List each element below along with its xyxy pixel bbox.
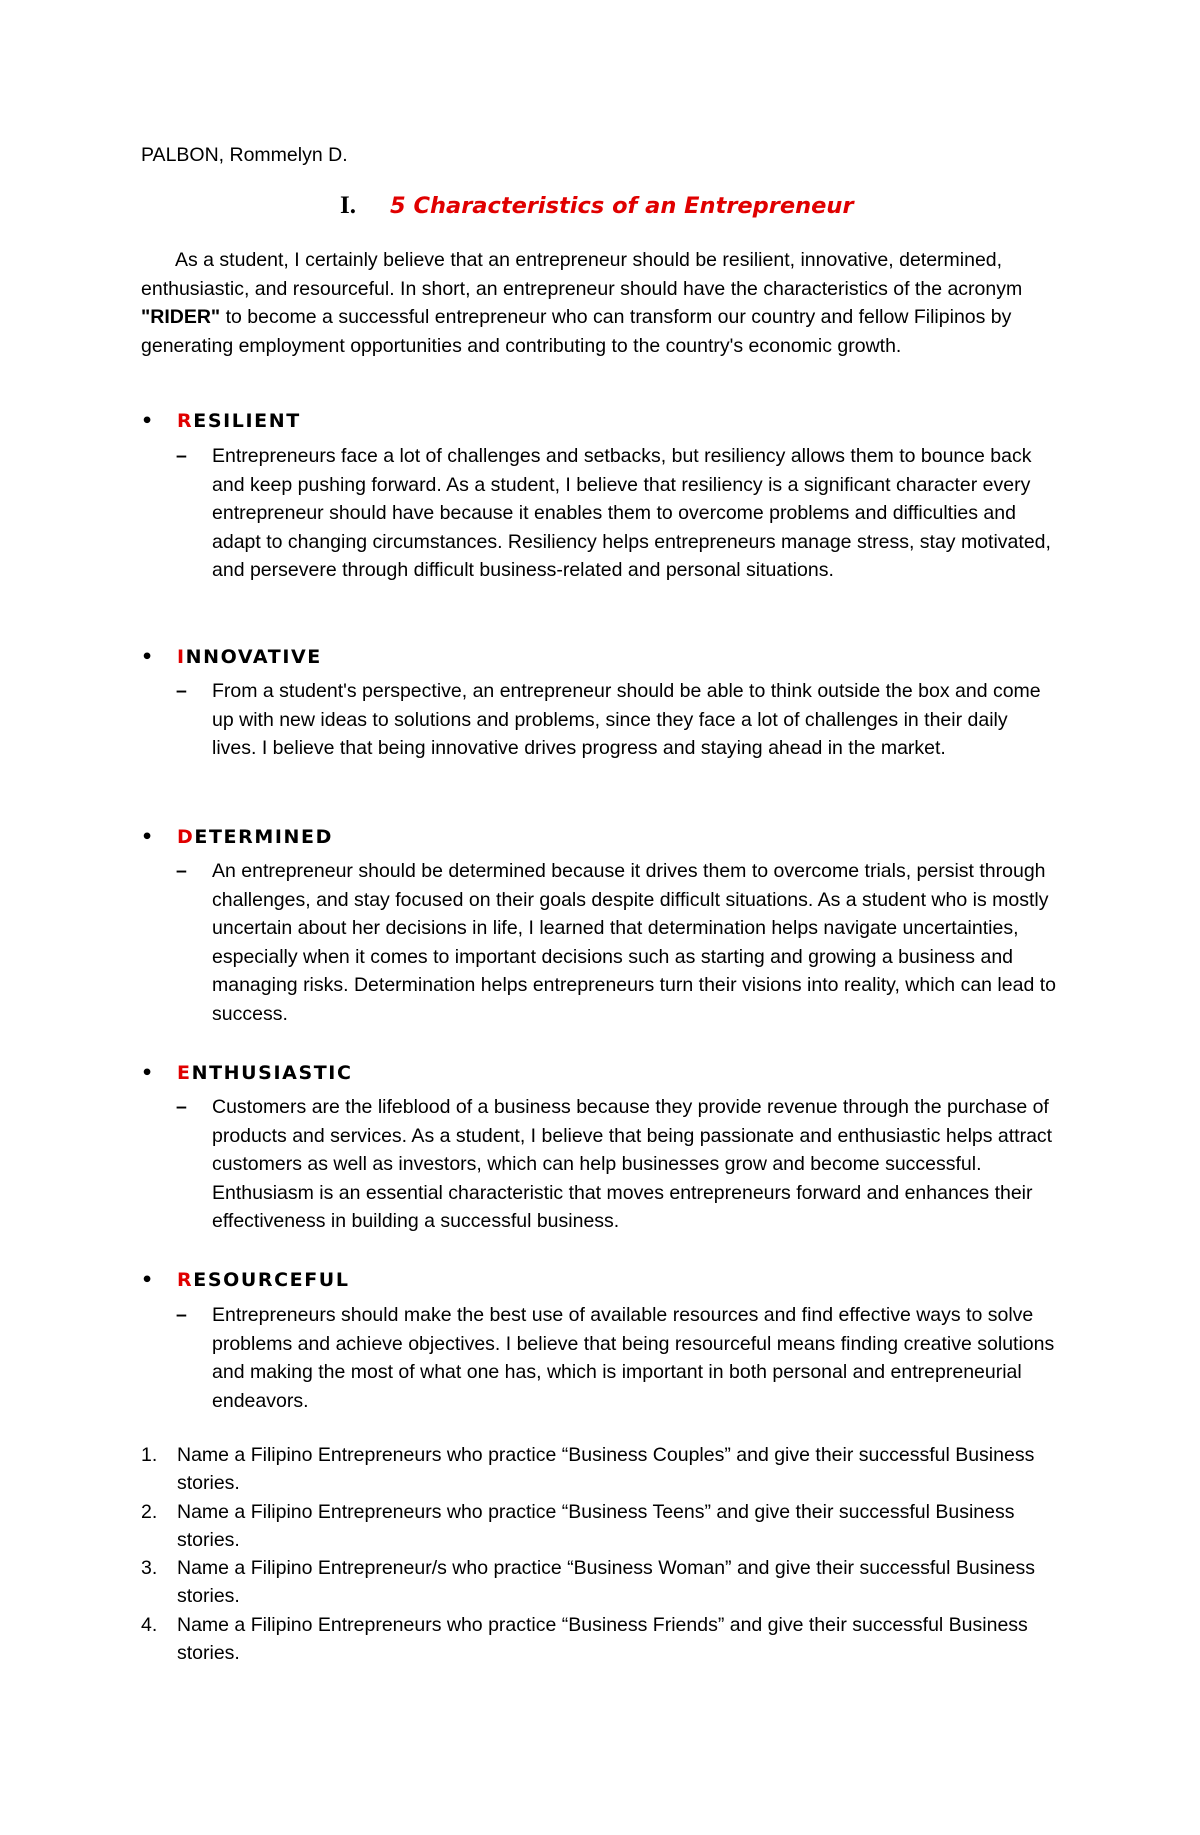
dash-icon: –: [176, 680, 187, 702]
trait-initial: I: [177, 646, 186, 668]
trait-description-resourceful: [176, 1301, 1056, 1415]
question-text: Name a Filipino Entrepreneurs who practice “Business Friends” and give their successful Business stories.: [177, 1613, 1028, 1665]
trait-description-determined: [176, 857, 1056, 1029]
question-item: [141, 1554, 1041, 1611]
trait-name-rest: ETERMINED: [194, 826, 333, 848]
section-heading: [340, 190, 854, 221]
trait-heading-determined: [141, 824, 333, 850]
trait-text: An entrepreneur should be determined because it drives them to overcome trials, persist through challenges, and stay focused on their goals despite difficult situations. As a student who is mostly uncertain about her decisions in life, I learned that determination helps navigate uncertainties, especially when it comes to important decisions such as starting and growing a business and managing risks. Determination helps entrepreneurs turn their visions into reality, which can lead to success.: [212, 860, 1056, 1025]
intro-text-after: to become a successful entrepreneur who can transform our country and fellow Filipinos by generating employment opportunities and contributing to the country's economic growth.: [141, 306, 1012, 357]
trait-name-rest: ESOURCEFUL: [193, 1269, 350, 1291]
trait-heading-resourceful: [141, 1267, 350, 1293]
trait-heading-resilient: [141, 408, 301, 434]
trait-initial: E: [177, 1062, 192, 1084]
question-text: Name a Filipino Entrepreneur/s who practice “Business Woman” and give their successful Business stories.: [177, 1557, 1036, 1608]
intro-text-before: As a student, I certainly believe that an entrepreneur should be resilient, innovative, determined, enthusiastic, and resourceful. In short, an entrepreneur should have the characteristics of the acronym: [141, 249, 1023, 300]
trait-name-rest: NNOVATIVE: [185, 646, 322, 668]
trait-initial: D: [177, 826, 195, 848]
question-text: Name a Filipino Entrepreneurs who practice “Business Teens” and give their successful Business stories.: [177, 1500, 1015, 1551]
trait-description-resilient: [176, 442, 1056, 585]
bullet-icon: •: [141, 1062, 154, 1084]
author-name: PALBON, Rommelyn D.: [141, 144, 348, 166]
question-item: [141, 1441, 1041, 1498]
dash-icon: –: [176, 445, 187, 467]
dash-icon: –: [176, 1096, 187, 1118]
trait-text: Customers are the lifeblood of a business because they provide revenue through the purchase of products and services. As a student, I believe that being passionate and enthusiastic helps attract customers as well as investors, which can help businesses grow and become successful. Enthusiasm is an essential characteristic that moves entrepreneurs forward and enhances their effectiveness in building a successful business.: [212, 1096, 1053, 1233]
trait-heading-innovative: [141, 644, 322, 670]
trait-text: Entrepreneurs should make the best use of available resources and find effective ways to solve problems and achieve objectives. I believe that being resourceful means finding creative solutions and making the most of what one has, which is important in both personal and entrepreneurial endeavors.: [212, 1304, 1055, 1412]
question-item: [141, 1611, 1041, 1668]
bullet-icon: •: [141, 826, 154, 848]
bullet-icon: •: [141, 646, 154, 668]
intro-acronym: "RIDER": [141, 306, 221, 329]
trait-name-rest: ESILIENT: [193, 410, 301, 432]
trait-initial: R: [177, 410, 194, 432]
dash-icon: –: [176, 1304, 187, 1326]
trait-text: From a student's perspective, an entrepreneur should be able to think outside the box and come up with new ideas to solutions and problems, since they face a lot of challenges in their daily lives. I believe that being innovative drives progress and staying ahead in the market.: [212, 680, 1041, 760]
question-number: 3.: [141, 1557, 158, 1580]
trait-description-enthusiastic: [176, 1093, 1056, 1236]
question-number: 1.: [141, 1444, 158, 1466]
question-number: 4.: [141, 1613, 158, 1636]
dash-icon: –: [176, 860, 187, 882]
question-text: Name a Filipino Entrepreneurs who practice “Business Couples” and give their successful Business stories.: [177, 1444, 1035, 1495]
trait-text: Entrepreneurs face a lot of challenges and setbacks, but resiliency allows them to bounce back and keep pushing forward. As a student, I believe that resiliency is a significant character every entrepreneur should have because it enables them to overcome problems and difficulties and adapt to changing circumstances. Resiliency helps entrepreneurs manage stress, stay motivated, and persevere through difficult business-related and personal situations.: [212, 445, 1051, 582]
bullet-icon: •: [141, 1269, 154, 1291]
section-numeral: I.: [340, 192, 356, 219]
intro-paragraph: [141, 246, 1031, 360]
section-title: 5 Characteristics of an Entrepreneur: [390, 193, 854, 219]
question-list: [141, 1441, 1041, 1667]
trait-heading-enthusiastic: [141, 1060, 353, 1086]
trait-initial: R: [177, 1269, 194, 1291]
bullet-icon: •: [141, 410, 154, 432]
question-item: [141, 1498, 1041, 1555]
question-number: 2.: [141, 1500, 158, 1523]
trait-name-rest: NTHUSIASTIC: [191, 1062, 353, 1084]
trait-description-innovative: [176, 677, 1056, 763]
